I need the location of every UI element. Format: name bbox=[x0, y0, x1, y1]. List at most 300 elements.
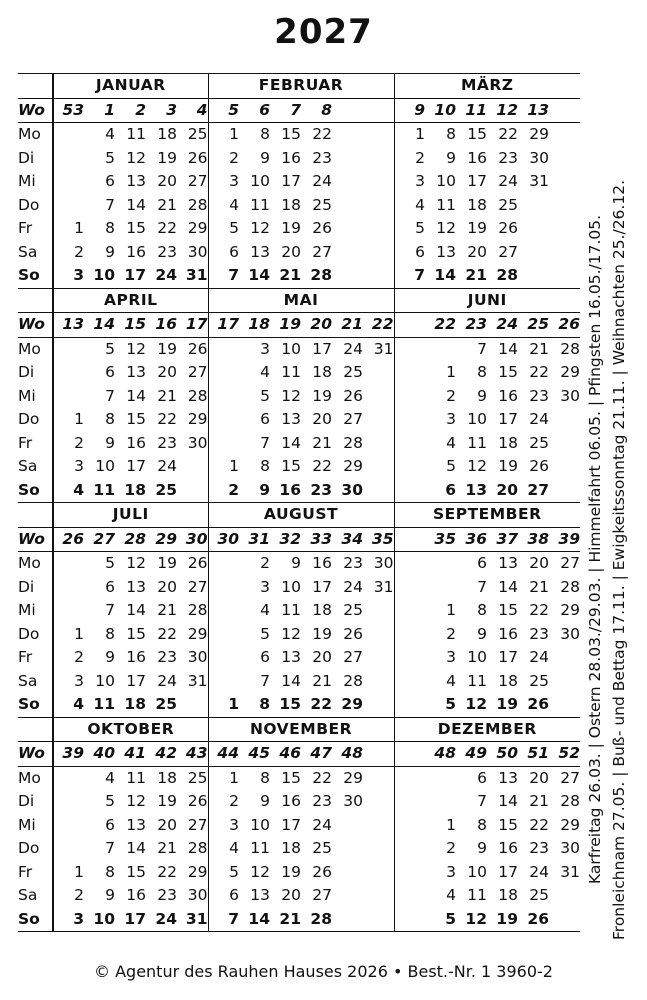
day-cell: 16 bbox=[312, 554, 332, 572]
week-number: 41 bbox=[115, 742, 146, 767]
day-cell: 26 bbox=[518, 908, 549, 932]
day-cell bbox=[394, 693, 425, 717]
day-cell bbox=[518, 194, 549, 218]
day-cell bbox=[363, 837, 394, 861]
day-cell: 6 bbox=[260, 410, 270, 428]
day-cell bbox=[208, 552, 239, 576]
week-number: 18 bbox=[239, 313, 270, 338]
footer-copyright: © Agentur des Rauhen Hauses 2026 • Best.-Nr. 1 3960-2 bbox=[94, 962, 553, 981]
day-cell: 29 bbox=[343, 457, 363, 475]
calendar-table bbox=[18, 73, 580, 932]
day-cell: 9 bbox=[477, 839, 487, 857]
day-cell: 22 bbox=[157, 862, 177, 881]
day-cell: 8 bbox=[105, 862, 115, 881]
day-cell: 31 bbox=[560, 862, 580, 881]
week-number: 26 bbox=[53, 527, 84, 552]
week-number: 1 bbox=[84, 98, 115, 123]
day-cell: 20 bbox=[467, 242, 487, 261]
day-cell bbox=[53, 837, 84, 861]
day-cell: 2 bbox=[74, 648, 84, 666]
day-cell bbox=[363, 170, 394, 194]
day-cell: 13 bbox=[281, 410, 301, 428]
day-cell: 11 bbox=[126, 768, 146, 787]
weekday-label: So bbox=[18, 908, 53, 932]
day-cell bbox=[394, 361, 425, 385]
day-cell: 17 bbox=[115, 264, 146, 288]
day-cell: 21 bbox=[312, 433, 332, 452]
day-cell: 7 bbox=[477, 792, 487, 810]
day-cell bbox=[332, 837, 363, 861]
day-cell bbox=[208, 408, 239, 432]
day-cell: 23 bbox=[312, 792, 332, 810]
day-cell: 16 bbox=[281, 148, 301, 167]
day-cell: 3 bbox=[446, 410, 456, 428]
day-cell: 22 bbox=[529, 363, 549, 381]
day-cell: 22 bbox=[498, 125, 518, 143]
day-cell: 7 bbox=[208, 264, 239, 288]
weekday-label: Sa bbox=[18, 241, 53, 265]
day-cell: 24 bbox=[312, 172, 332, 190]
day-cell bbox=[363, 194, 394, 218]
week-number: 51 bbox=[518, 742, 549, 767]
day-cell: 18 bbox=[312, 601, 332, 619]
day-cell: 28 bbox=[343, 671, 363, 690]
day-cell: 20 bbox=[487, 479, 518, 503]
week-number: 15 bbox=[115, 313, 146, 338]
day-cell: 17 bbox=[312, 339, 332, 358]
day-cell bbox=[425, 766, 456, 790]
day-cell: 6 bbox=[105, 363, 115, 381]
day-cell: 24 bbox=[146, 264, 177, 288]
day-cell: 7 bbox=[394, 264, 425, 288]
day-cell: 11 bbox=[467, 671, 487, 690]
day-cell: 7 bbox=[477, 577, 487, 596]
day-cell: 4 bbox=[415, 195, 425, 214]
day-cell: 20 bbox=[281, 242, 301, 261]
week-number: 22 bbox=[425, 313, 456, 338]
day-cell: 19 bbox=[157, 148, 177, 167]
holidays-line-2: Fronleichnam 27.05. | Buß- und Bettag 17.11. | Ewigkeitssonntag 21.11. | Weihnachten 25./26.12. bbox=[610, 180, 628, 940]
day-row bbox=[18, 217, 580, 241]
day-cell: 26 bbox=[343, 386, 363, 405]
day-cell bbox=[363, 814, 394, 838]
day-cell bbox=[332, 814, 363, 838]
day-cell: 20 bbox=[157, 815, 177, 834]
day-cell bbox=[363, 766, 394, 790]
day-cell: 18 bbox=[312, 363, 332, 381]
day-cell: 9 bbox=[446, 148, 456, 167]
day-cell: 17 bbox=[498, 862, 518, 881]
day-row bbox=[18, 837, 580, 861]
day-cell bbox=[53, 599, 84, 623]
weekday-label: Fr bbox=[18, 432, 53, 456]
day-cell: 8 bbox=[477, 815, 487, 834]
day-cell bbox=[332, 264, 363, 288]
day-cell: 14 bbox=[425, 264, 456, 288]
day-cell: 16 bbox=[467, 148, 487, 167]
day-cell: 29 bbox=[560, 363, 580, 381]
day-cell: 2 bbox=[446, 386, 456, 405]
day-cell bbox=[549, 908, 580, 932]
day-cell: 30 bbox=[177, 432, 208, 456]
day-cell: 23 bbox=[157, 433, 177, 452]
day-cell bbox=[394, 455, 425, 479]
day-cell: 4 bbox=[53, 693, 84, 717]
month-name: JANUAR bbox=[53, 74, 208, 99]
day-cell: 19 bbox=[157, 554, 177, 572]
day-cell: 30 bbox=[177, 884, 208, 908]
weekday-label: Mo bbox=[18, 766, 53, 790]
day-cell: 1 bbox=[208, 693, 239, 717]
day-cell bbox=[394, 432, 425, 456]
day-cell: 13 bbox=[250, 886, 270, 904]
day-cell: 6 bbox=[425, 479, 456, 503]
day-cell: 12 bbox=[281, 624, 301, 643]
holidays-line-1: Karfreitag 26.03. | Ostern 28.03./29.03. | Himmelfahrt 06.05. | Pfingsten 16.05./17.05. bbox=[586, 214, 604, 884]
day-cell bbox=[208, 670, 239, 694]
day-cell: 22 bbox=[157, 624, 177, 643]
week-number: 17 bbox=[208, 313, 239, 338]
month-name: DEZEMBER bbox=[394, 717, 580, 742]
week-number: 48 bbox=[332, 742, 363, 767]
day-cell bbox=[425, 790, 456, 814]
day-cell: 7 bbox=[105, 601, 115, 619]
day-cell: 29 bbox=[560, 601, 580, 619]
day-cell bbox=[363, 623, 394, 647]
day-cell bbox=[425, 337, 456, 361]
day-cell: 18 bbox=[498, 886, 518, 904]
week-number: 6 bbox=[239, 98, 270, 123]
day-cell bbox=[549, 147, 580, 171]
day-cell bbox=[53, 194, 84, 218]
day-cell: 18 bbox=[115, 479, 146, 503]
day-cell: 10 bbox=[467, 862, 487, 881]
day-row bbox=[18, 479, 580, 503]
day-cell: 3 bbox=[74, 457, 84, 475]
day-cell: 22 bbox=[312, 125, 332, 143]
day-cell: 1 bbox=[229, 768, 239, 787]
day-cell bbox=[53, 385, 84, 409]
week-number: 48 bbox=[425, 742, 456, 767]
day-cell: 12 bbox=[456, 693, 487, 717]
year-title: 2027 bbox=[274, 12, 373, 52]
day-cell: 27 bbox=[312, 242, 332, 261]
day-cell: 12 bbox=[456, 908, 487, 932]
day-cell: 30 bbox=[343, 792, 363, 810]
day-cell: 26 bbox=[518, 693, 549, 717]
day-cell: 2 bbox=[208, 479, 239, 503]
day-row bbox=[18, 552, 580, 576]
day-cell: 11 bbox=[281, 363, 301, 381]
day-cell: 6 bbox=[477, 554, 487, 572]
day-cell: 29 bbox=[529, 125, 549, 143]
day-cell: 17 bbox=[467, 172, 487, 190]
day-cell: 10 bbox=[250, 172, 270, 190]
week-number: 13 bbox=[53, 313, 84, 338]
day-row bbox=[18, 670, 580, 694]
day-cell: 5 bbox=[260, 386, 270, 405]
day-cell: 15 bbox=[498, 815, 518, 834]
day-cell: 24 bbox=[529, 410, 549, 428]
day-cell: 26 bbox=[177, 337, 208, 361]
month-header-row bbox=[18, 74, 580, 99]
day-cell: 26 bbox=[312, 862, 332, 881]
day-cell bbox=[425, 552, 456, 576]
day-cell: 13 bbox=[456, 479, 487, 503]
day-cell: 13 bbox=[126, 172, 146, 190]
day-cell: 15 bbox=[467, 125, 487, 143]
week-number: 13 bbox=[518, 98, 549, 123]
day-cell bbox=[332, 908, 363, 932]
week-number bbox=[549, 98, 580, 123]
day-cell: 13 bbox=[281, 648, 301, 666]
day-cell: 30 bbox=[177, 646, 208, 670]
day-cell: 13 bbox=[436, 242, 456, 261]
header-spacer bbox=[18, 503, 53, 528]
weekday-label: Do bbox=[18, 837, 53, 861]
week-label: Wo bbox=[18, 98, 53, 123]
day-cell: 21 bbox=[529, 792, 549, 810]
day-cell: 5 bbox=[229, 219, 239, 237]
day-cell bbox=[549, 170, 580, 194]
day-cell: 23 bbox=[157, 648, 177, 666]
day-row bbox=[18, 861, 580, 885]
day-cell: 21 bbox=[157, 195, 177, 214]
day-cell: 23 bbox=[529, 624, 549, 643]
month-header-row bbox=[18, 503, 580, 528]
day-cell bbox=[332, 861, 363, 885]
day-cell: 3 bbox=[53, 908, 84, 932]
week-number: 47 bbox=[301, 742, 332, 767]
day-row bbox=[18, 170, 580, 194]
day-cell bbox=[363, 479, 394, 503]
day-cell bbox=[394, 646, 425, 670]
day-cell: 1 bbox=[74, 410, 84, 428]
week-number: 9 bbox=[394, 98, 425, 123]
day-cell bbox=[332, 884, 363, 908]
day-cell: 6 bbox=[105, 172, 115, 190]
day-cell bbox=[394, 623, 425, 647]
day-cell: 25 bbox=[177, 123, 208, 147]
day-cell bbox=[177, 479, 208, 503]
day-cell bbox=[425, 576, 456, 600]
day-cell bbox=[332, 170, 363, 194]
day-cell: 18 bbox=[157, 768, 177, 787]
day-cell: 31 bbox=[177, 908, 208, 932]
day-cell: 29 bbox=[177, 623, 208, 647]
day-cell: 7 bbox=[260, 671, 270, 690]
week-number: 44 bbox=[208, 742, 239, 767]
day-cell bbox=[549, 264, 580, 288]
day-cell: 2 bbox=[74, 886, 84, 904]
month-name: FEBRUAR bbox=[208, 74, 394, 99]
day-cell: 18 bbox=[115, 693, 146, 717]
day-cell: 15 bbox=[126, 862, 146, 881]
day-cell: 22 bbox=[312, 457, 332, 475]
day-cell: 25 bbox=[343, 601, 363, 619]
day-cell: 29 bbox=[177, 861, 208, 885]
day-cell: 27 bbox=[177, 576, 208, 600]
weekday-label: Do bbox=[18, 194, 53, 218]
day-cell: 23 bbox=[529, 839, 549, 857]
day-cell: 27 bbox=[177, 814, 208, 838]
week-number: 30 bbox=[208, 527, 239, 552]
day-cell: 17 bbox=[126, 457, 146, 475]
day-cell: 2 bbox=[74, 433, 84, 452]
day-cell bbox=[394, 408, 425, 432]
day-cell: 20 bbox=[529, 768, 549, 787]
day-cell: 24 bbox=[312, 815, 332, 834]
week-number: 31 bbox=[239, 527, 270, 552]
day-cell: 29 bbox=[343, 768, 363, 787]
day-row bbox=[18, 623, 580, 647]
week-number: 12 bbox=[487, 98, 518, 123]
day-cell: 13 bbox=[126, 577, 146, 596]
day-cell bbox=[332, 147, 363, 171]
day-cell: 18 bbox=[498, 671, 518, 690]
week-number: 53 bbox=[53, 98, 84, 123]
day-cell: 3 bbox=[260, 577, 270, 596]
day-cell: 16 bbox=[498, 839, 518, 857]
day-cell: 31 bbox=[363, 576, 394, 600]
day-cell: 4 bbox=[260, 601, 270, 619]
day-cell bbox=[208, 576, 239, 600]
week-number-row bbox=[18, 527, 580, 552]
day-cell: 2 bbox=[260, 554, 270, 572]
header-spacer bbox=[18, 288, 53, 313]
weekday-label: So bbox=[18, 693, 53, 717]
day-cell bbox=[363, 599, 394, 623]
day-cell: 11 bbox=[84, 693, 115, 717]
day-cell: 4 bbox=[229, 839, 239, 857]
day-row bbox=[18, 766, 580, 790]
day-cell: 20 bbox=[281, 886, 301, 904]
day-cell: 14 bbox=[281, 433, 301, 452]
day-cell bbox=[53, 170, 84, 194]
month-name: MÄRZ bbox=[394, 74, 580, 99]
day-cell: 14 bbox=[498, 339, 518, 358]
day-cell: 31 bbox=[177, 670, 208, 694]
weekday-label: Mo bbox=[18, 337, 53, 361]
day-cell bbox=[53, 790, 84, 814]
day-cell: 5 bbox=[425, 693, 456, 717]
week-number: 36 bbox=[456, 527, 487, 552]
day-cell: 17 bbox=[126, 671, 146, 690]
day-cell: 30 bbox=[363, 552, 394, 576]
day-cell: 24 bbox=[529, 862, 549, 881]
day-cell: 5 bbox=[105, 148, 115, 167]
day-row bbox=[18, 194, 580, 218]
day-cell bbox=[394, 599, 425, 623]
week-number-row bbox=[18, 742, 580, 767]
day-cell: 26 bbox=[177, 552, 208, 576]
day-cell: 6 bbox=[229, 242, 239, 261]
week-label: Wo bbox=[18, 742, 53, 767]
day-cell: 22 bbox=[529, 815, 549, 834]
day-cell: 30 bbox=[560, 839, 580, 857]
header-spacer bbox=[18, 717, 53, 742]
day-cell: 22 bbox=[157, 410, 177, 428]
day-cell: 23 bbox=[157, 886, 177, 904]
day-cell: 1 bbox=[415, 125, 425, 143]
day-cell: 28 bbox=[343, 433, 363, 452]
day-cell: 9 bbox=[477, 624, 487, 643]
day-cell bbox=[363, 408, 394, 432]
month-name: OKTOBER bbox=[53, 717, 208, 742]
day-cell: 3 bbox=[446, 862, 456, 881]
day-row bbox=[18, 147, 580, 171]
weekday-label: Mi bbox=[18, 599, 53, 623]
month-name: JUNI bbox=[394, 288, 580, 313]
day-cell bbox=[363, 670, 394, 694]
day-cell: 12 bbox=[126, 554, 146, 572]
day-cell: 9 bbox=[260, 148, 270, 167]
week-number: 49 bbox=[456, 742, 487, 767]
day-cell: 4 bbox=[53, 479, 84, 503]
week-number: 16 bbox=[146, 313, 177, 338]
day-cell: 2 bbox=[229, 792, 239, 810]
day-cell bbox=[53, 814, 84, 838]
day-row bbox=[18, 337, 580, 361]
day-cell bbox=[549, 670, 580, 694]
day-cell: 23 bbox=[312, 148, 332, 167]
day-cell: 17 bbox=[312, 577, 332, 596]
day-cell: 2 bbox=[74, 242, 84, 261]
day-row bbox=[18, 432, 580, 456]
day-cell: 21 bbox=[270, 264, 301, 288]
day-cell bbox=[549, 241, 580, 265]
day-row bbox=[18, 264, 580, 288]
day-cell: 9 bbox=[260, 792, 270, 810]
week-number: 27 bbox=[84, 527, 115, 552]
day-cell: 25 bbox=[312, 839, 332, 857]
day-cell: 16 bbox=[281, 792, 301, 810]
day-cell: 15 bbox=[281, 768, 301, 787]
day-cell: 19 bbox=[157, 792, 177, 810]
day-cell: 27 bbox=[343, 648, 363, 666]
day-cell bbox=[394, 790, 425, 814]
day-cell: 6 bbox=[415, 242, 425, 261]
day-cell: 5 bbox=[415, 219, 425, 237]
day-cell bbox=[394, 576, 425, 600]
day-cell: 10 bbox=[84, 264, 115, 288]
day-cell: 23 bbox=[301, 479, 332, 503]
day-cell: 2 bbox=[229, 148, 239, 167]
day-cell: 21 bbox=[456, 264, 487, 288]
week-number: 20 bbox=[301, 313, 332, 338]
day-cell: 2 bbox=[446, 624, 456, 643]
day-cell: 3 bbox=[229, 815, 239, 834]
day-cell: 7 bbox=[477, 339, 487, 358]
day-cell: 1 bbox=[74, 219, 84, 237]
day-cell: 17 bbox=[281, 815, 301, 834]
day-cell: 19 bbox=[281, 862, 301, 881]
day-cell bbox=[363, 646, 394, 670]
day-cell: 5 bbox=[229, 862, 239, 881]
day-cell: 24 bbox=[146, 908, 177, 932]
day-cell bbox=[208, 385, 239, 409]
day-row bbox=[18, 408, 580, 432]
week-number: 14 bbox=[84, 313, 115, 338]
week-number: 26 bbox=[549, 313, 580, 338]
day-cell bbox=[549, 432, 580, 456]
day-cell: 8 bbox=[260, 125, 270, 143]
day-cell: 11 bbox=[467, 886, 487, 904]
day-cell: 9 bbox=[239, 479, 270, 503]
day-cell bbox=[549, 408, 580, 432]
day-cell: 31 bbox=[363, 337, 394, 361]
week-number-row bbox=[18, 313, 580, 338]
